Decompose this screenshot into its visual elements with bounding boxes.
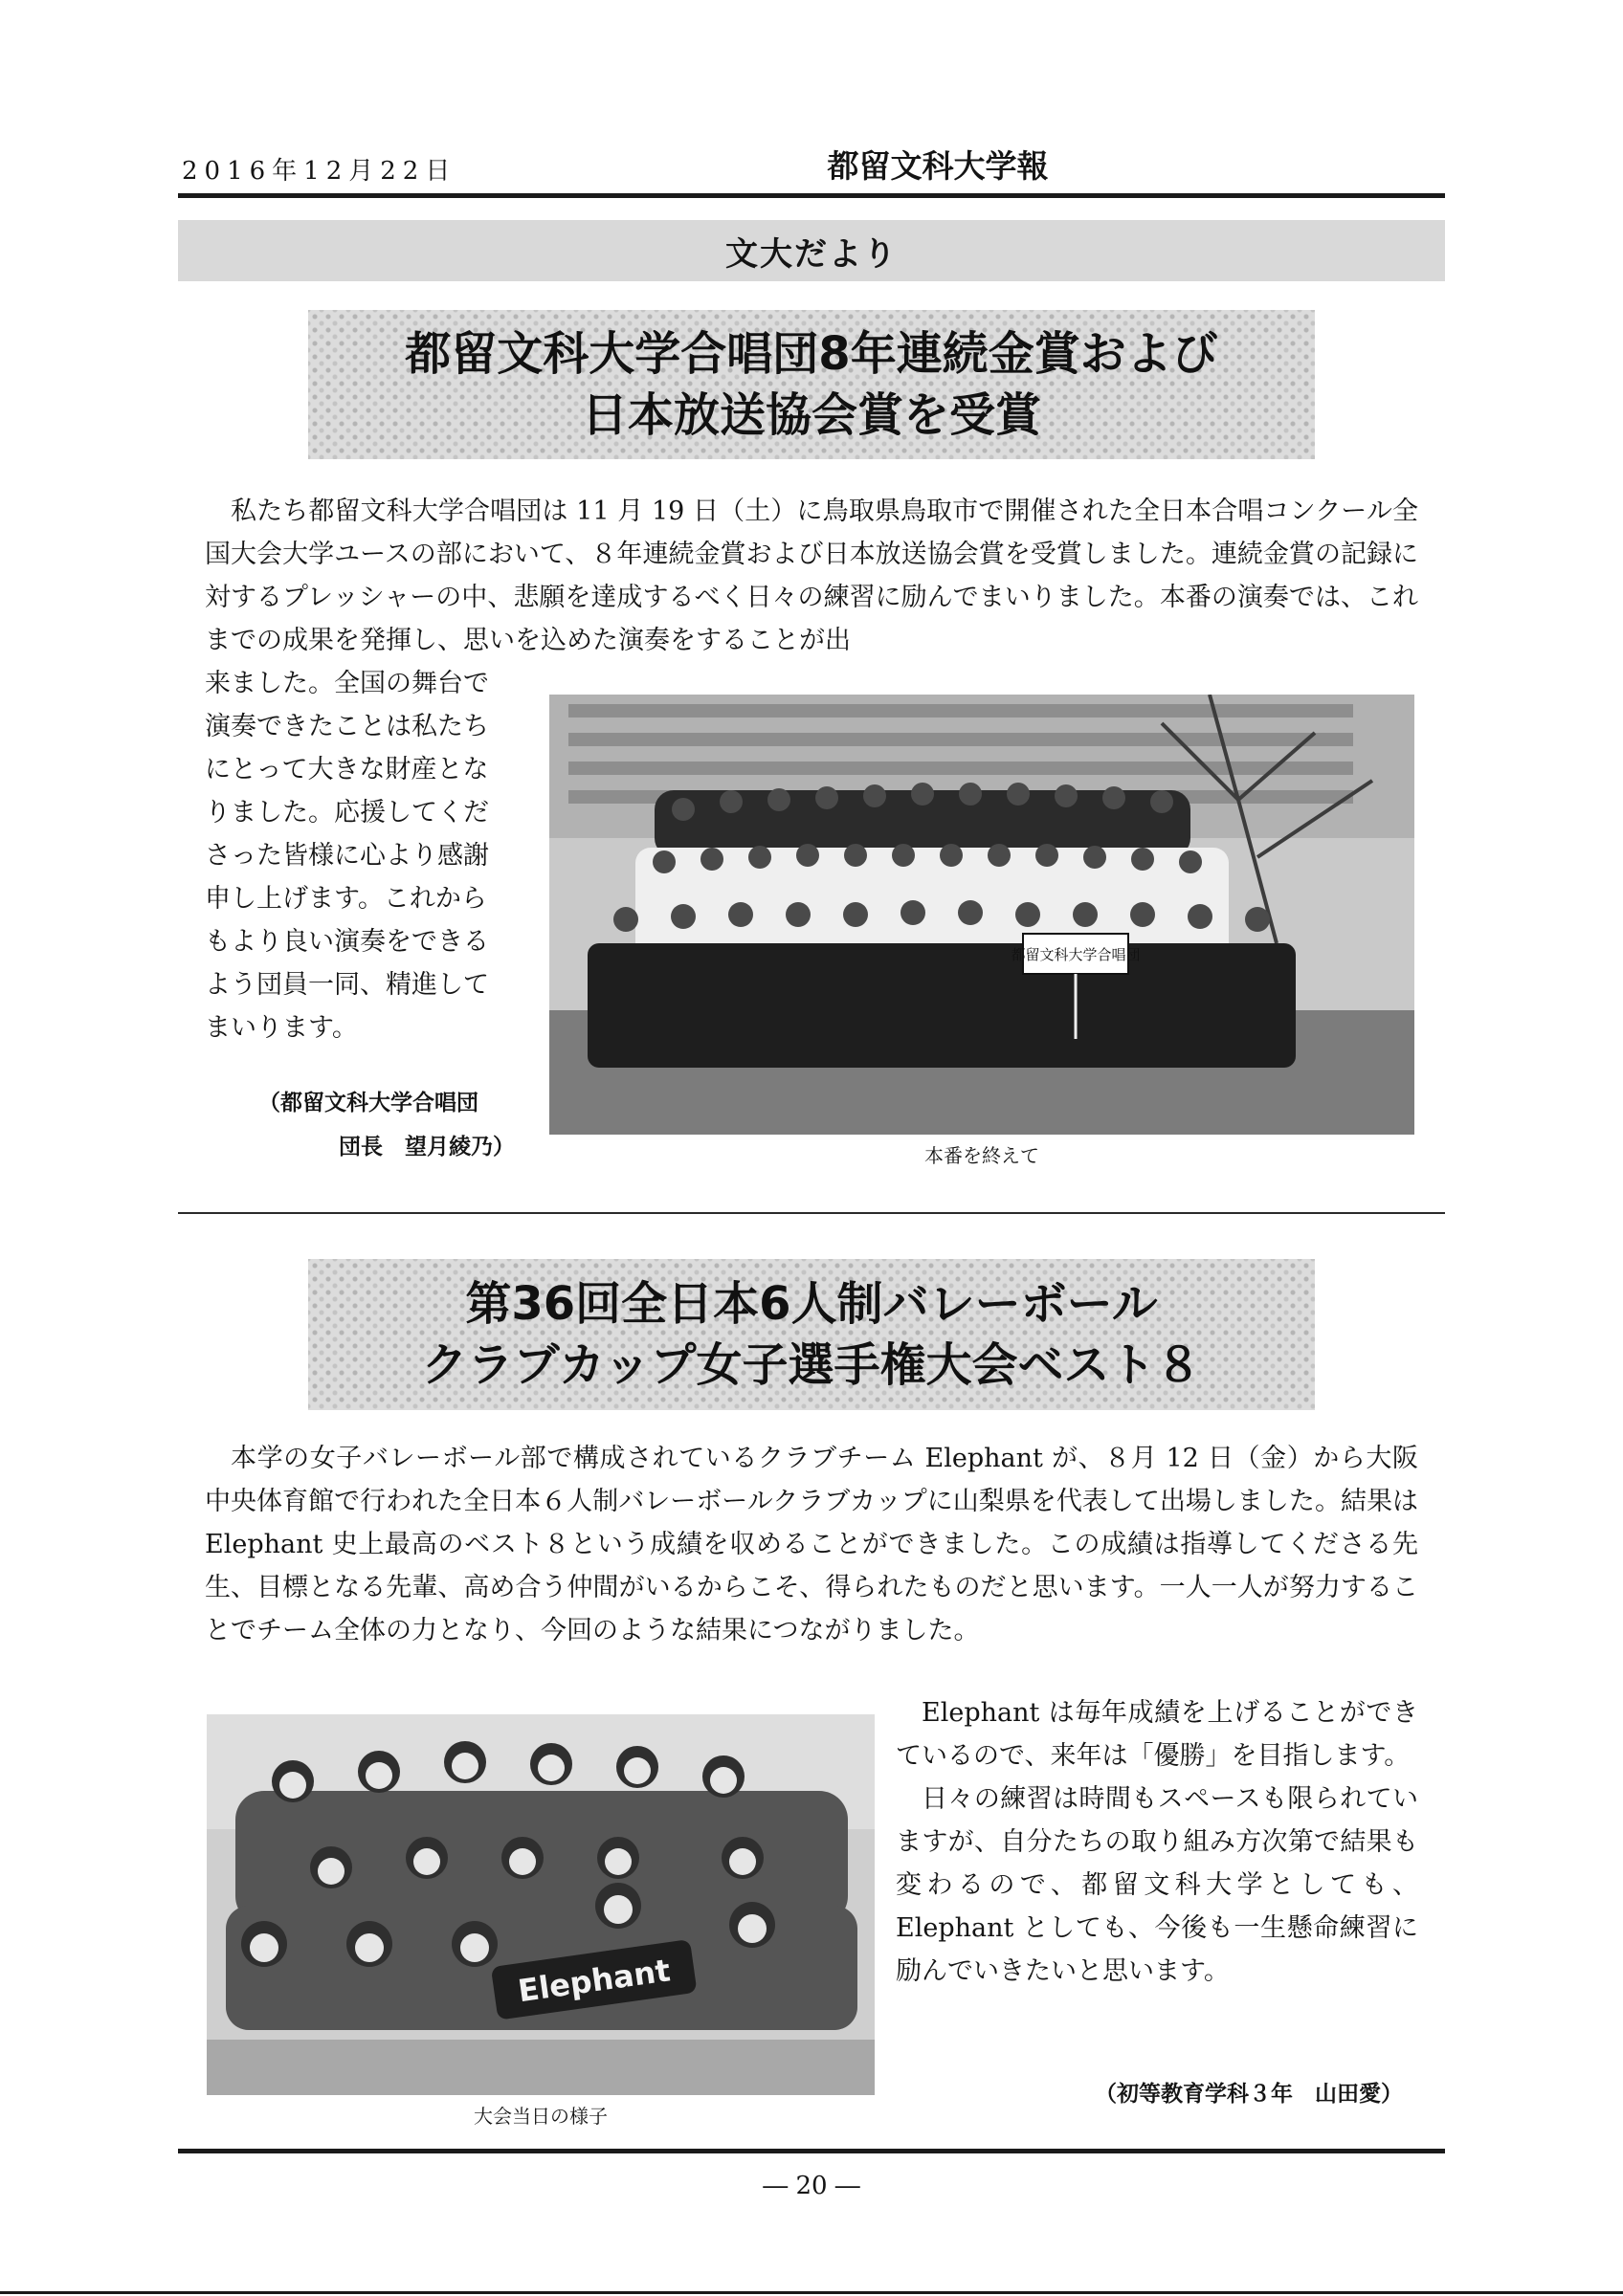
article1-side-text xyxy=(205,662,530,1049)
article1-headline-line2: 日本放送協会賞を受賞 xyxy=(581,388,1041,442)
article1-side-line: よう団員一同、精進して xyxy=(205,970,489,1000)
choir-sign-text: 都留文科大学合唱団 xyxy=(1011,946,1141,963)
article2-headline-line1: 第36回全日本6人制バレーボール xyxy=(465,1277,1158,1331)
article1-signature-line1: （都留文科大学合唱団 xyxy=(258,1091,478,1115)
choir-photo-caption: 本番を終えて xyxy=(924,1144,1039,1167)
article1-body: 私たち都留文科大学合唱団は 11 月 19 日（土）に鳥取県鳥取市で開催された全日本合唱コンクール全国大会大学ユースの部において、８年連続金賞および日本放送協会賞を受賞しました。連続金賞の記録に対するプレッシャーの中、悲願を達成するべく日々の練習に励んでまいりました。本番の演奏では、これまでの成果を発揮し、思いを込めた演奏をすることが出 xyxy=(205,497,1418,655)
article2-headline-line2: クラブカップ女子選手権大会ベスト８ xyxy=(421,1338,1202,1392)
choir-photo-illustration xyxy=(549,695,1414,1135)
section-banner xyxy=(178,220,1445,281)
issue-date: 2016年12月22日 xyxy=(182,157,457,186)
article1-headline xyxy=(308,310,1315,459)
article2-side-paragraph: 日々の練習は時間もスペースも限られていますが、自分たちの取り組み方次第で結果も変わるので、都留文科大学としても、Elephant としても、今後も一生懸命練習に励んでいきたいと思います。 xyxy=(896,1784,1418,1986)
article2-body: 本学の女子バレーボール部で構成されているクラブチーム Elephant が、８月 12 日（金）から大阪中央体育館で行われた全日本６人制バレーボールクラブカップに山梨県を代表して出場しました。結果は Elephant 史上最高のベスト８という成績を収めることができました。この成績は指導してくださる先生、目標となる先輩、高め合う仲間がいるからこそ、得られたものだと思います。一人一人が努力することでチーム全体の力となり、今回のような結果につながりました。 xyxy=(205,1444,1418,1645)
article2-signature: （初等教育学科３年 山田愛） xyxy=(1095,2082,1403,2107)
newsletter-title: 都留文科大学報 xyxy=(827,147,1049,185)
team-photo-illustration xyxy=(207,1714,875,2095)
page-number: ― 20 ― xyxy=(763,2172,860,2200)
article1-side-line: もより良い演奏をできる xyxy=(205,927,489,957)
article1-side-line: まいります。 xyxy=(205,1013,358,1043)
article1-signature-line2: 団長 望月綾乃） xyxy=(339,1135,515,1159)
article1-side-line: 演奏できたことは私たち xyxy=(205,712,489,741)
article-divider xyxy=(178,1212,1445,1214)
team-photo-caption: 大会当日の様子 xyxy=(474,2105,608,2128)
choir-group-photo xyxy=(549,695,1414,1135)
article1-side-line: にとって大きな財産とな xyxy=(205,755,489,784)
article1-side-line: さった皆様に心より感謝 xyxy=(205,841,489,871)
article1-side-line: りました。応援してくだ xyxy=(205,798,489,828)
article2-side-text xyxy=(896,1691,1418,1993)
article1-headline-line1: 都留文科大学合唱団8年連続金賞および xyxy=(405,327,1218,381)
section-label: 文大だより xyxy=(725,234,898,274)
volleyball-team-photo xyxy=(207,1714,875,2095)
article2-headline xyxy=(308,1259,1315,1410)
footer-rule xyxy=(178,2149,1445,2153)
page-edge-line xyxy=(0,2291,1623,2294)
article1-side-line: 来ました。全国の舞台で xyxy=(205,669,489,698)
team-banner-text: Elephant xyxy=(516,1952,673,2010)
article2-side-paragraph: Elephant は毎年成績を上げることができているので、来年は「優勝」を目指します。 xyxy=(896,1698,1418,1771)
article1-side-line: 申し上げます。これから xyxy=(205,884,487,914)
header-rule xyxy=(178,193,1445,198)
